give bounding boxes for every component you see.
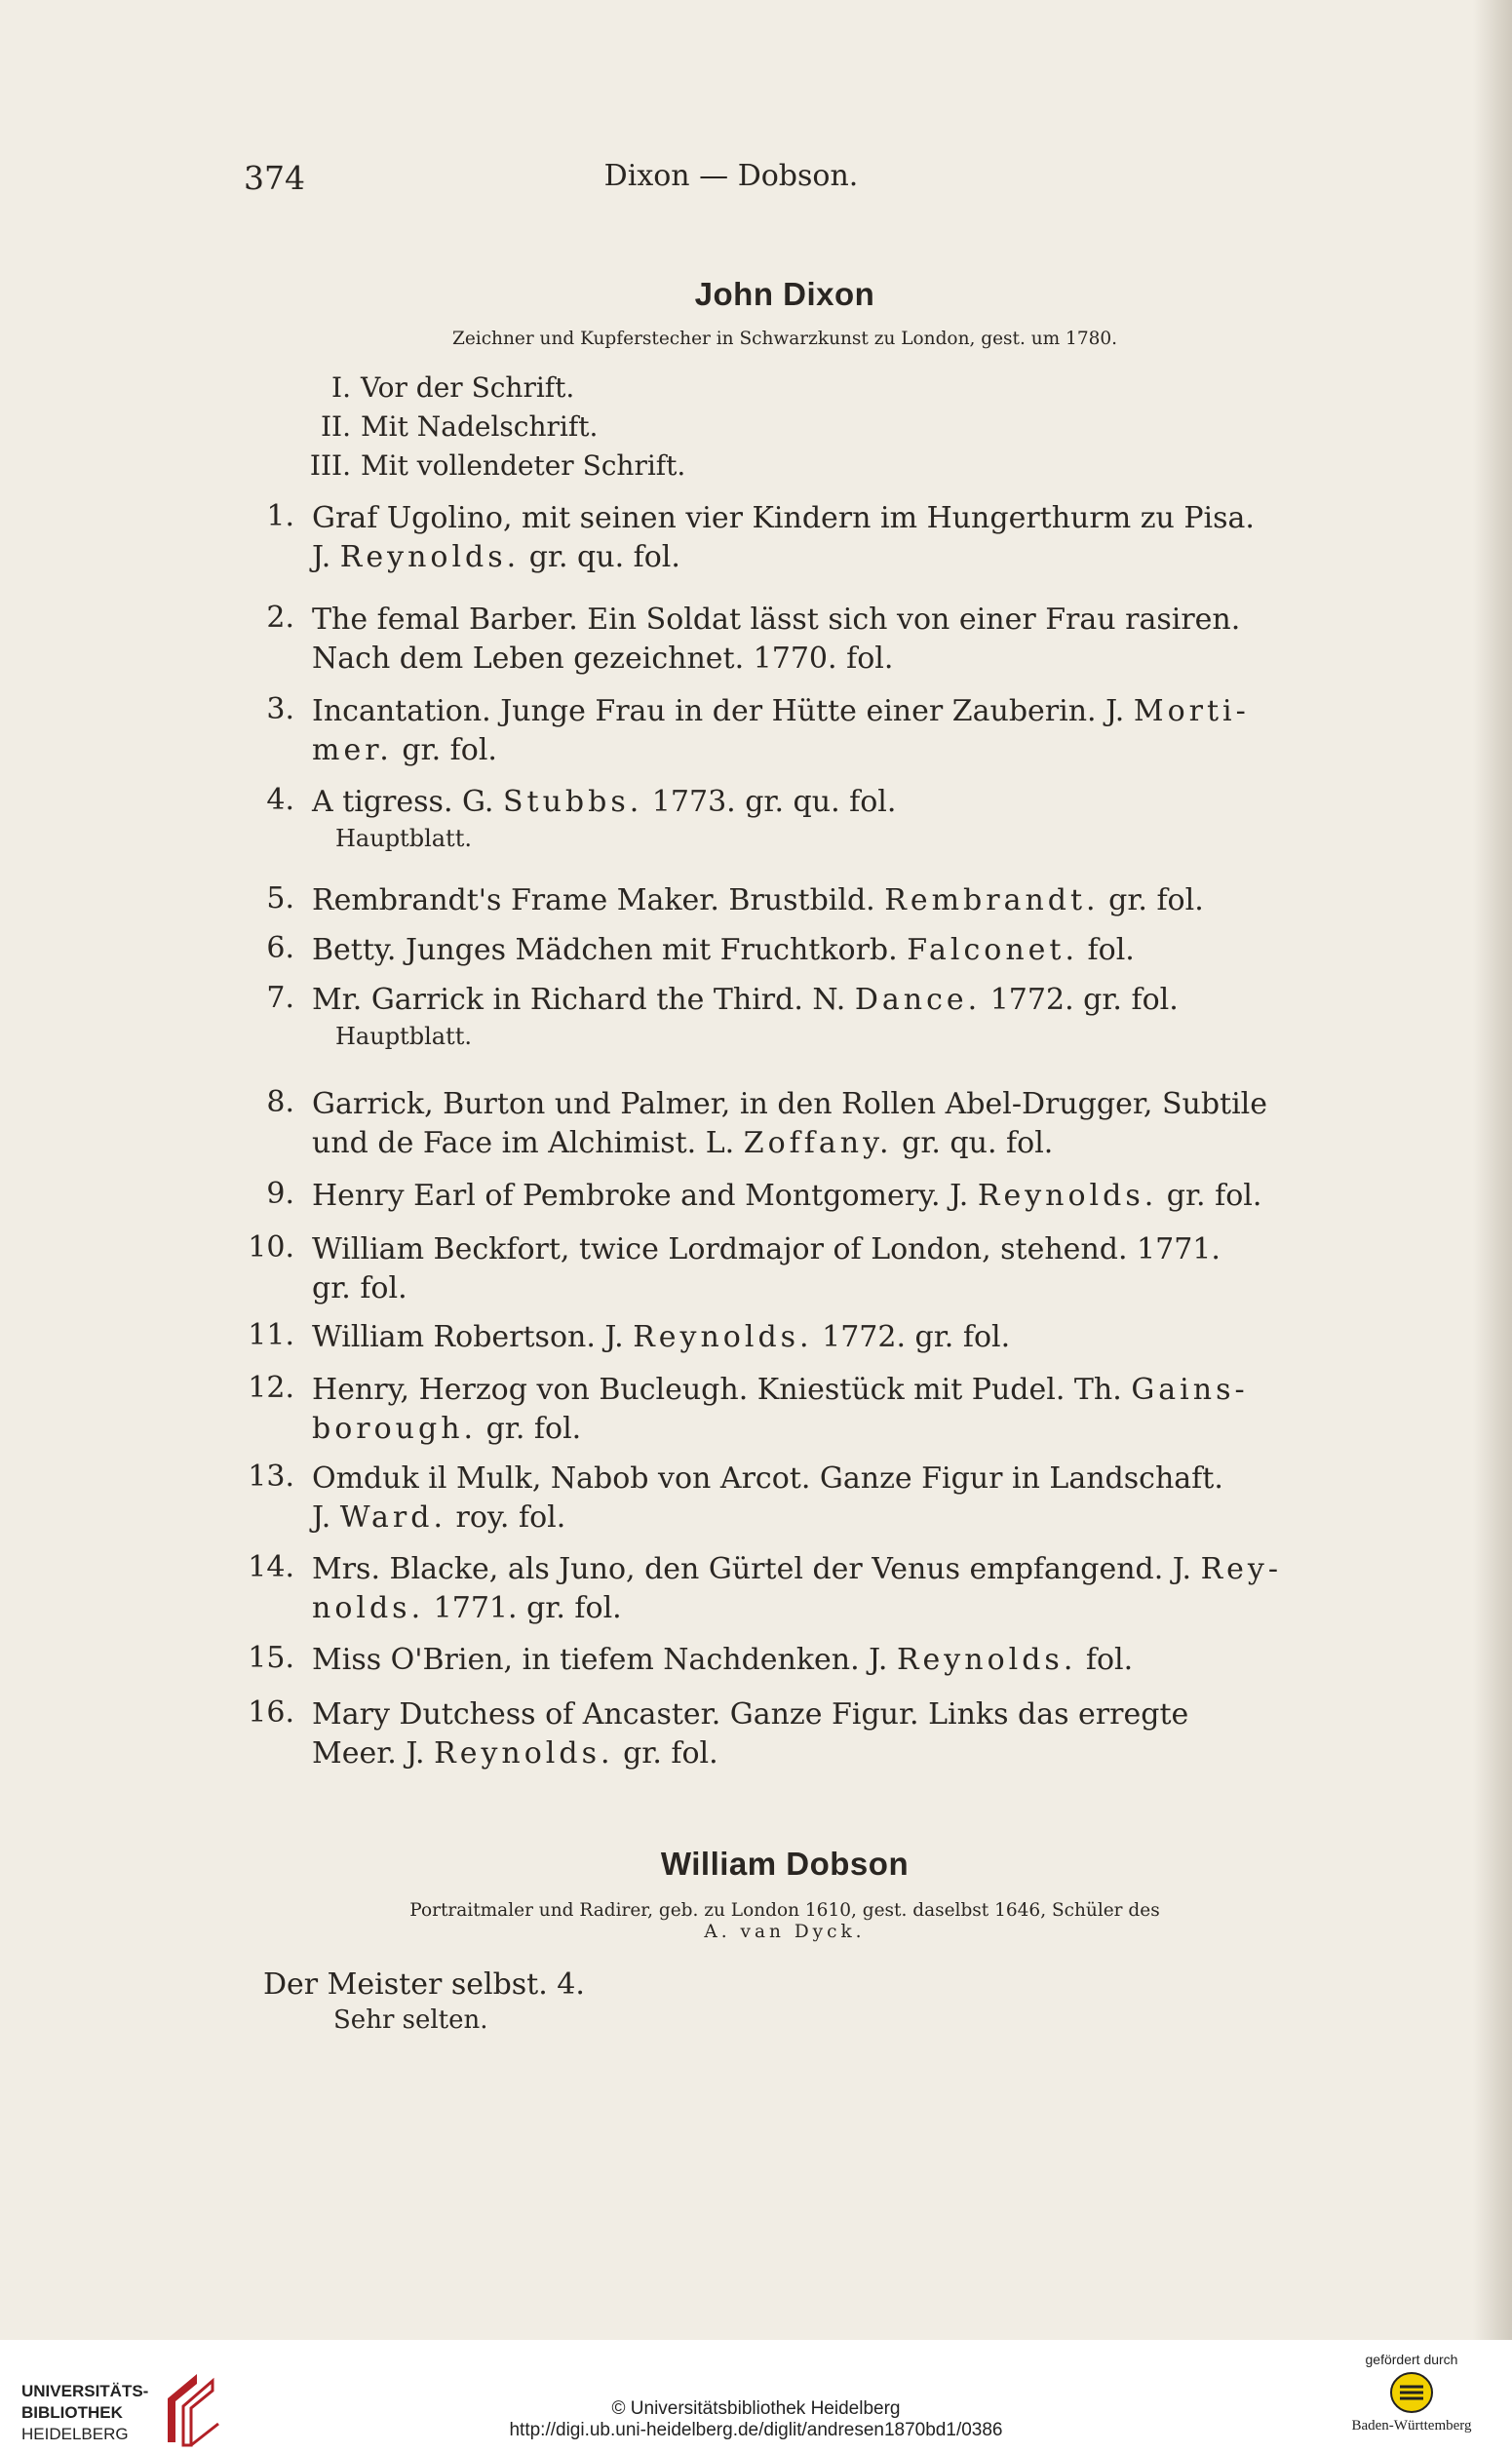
entry-note: Hauptblatt. (335, 825, 472, 852)
copyright-notice: © Universitätsbibliothek Heidelberg http://digi.ub.uni-heidelberg.de/diglit/andresen1870bd1/0386 (509, 2398, 1003, 2440)
entry-number: 13. (248, 1460, 294, 1494)
page-edge-shadow (1473, 0, 1512, 2340)
funder-logo[interactable]: gefördert durch Baden-Württemberg (1351, 2352, 1472, 2434)
state-item: II. Mit Nadelschrift. (320, 410, 599, 443)
library-logo[interactable]: UNIVERSITÄTS- BIBLIOTHEK HEIDELBERG (21, 2369, 236, 2447)
entry-number: 16. (248, 1695, 294, 1730)
entry-number: 9. (266, 1177, 294, 1211)
artist-description-dobson: Portraitmaler und Radirer, geb. zu London 1610, gest. daselbst 1646, Schüler des (409, 1900, 1160, 1921)
running-title: Dixon — Dobson. (603, 159, 859, 193)
artist-description-dixon: Zeichner und Kupferstecher in Schwarzkunst zu London, gest. um 1780. (451, 329, 1118, 349)
entry-number: 5. (266, 881, 294, 915)
entry-number: 1. (266, 499, 294, 533)
entry-number: 7. (266, 981, 294, 1015)
entry-number: 8. (266, 1085, 294, 1119)
state-item: I. Vor der Schrift. (331, 371, 575, 404)
artist-name-dobson: William Dobson (660, 1846, 910, 1882)
state-item: III. Mit vollendeter Schrift. (309, 449, 686, 482)
artist-description-dobson-teacher: A. van Dyck. (704, 1922, 866, 1942)
entry-number: 2. (266, 601, 294, 635)
entry-note: Hauptblatt. (335, 1023, 472, 1050)
entry-number: 3. (266, 692, 294, 726)
running-head (244, 159, 1297, 198)
coat-of-arms-icon (1390, 2371, 1433, 2414)
entry-number: 12. (248, 1371, 294, 1405)
entry-number: 15. (248, 1641, 294, 1675)
entry-number: 6. (266, 931, 294, 965)
footer-bar (0, 2340, 1512, 2453)
entry-number: 4. (266, 783, 294, 817)
permalink[interactable]: http://digi.ub.uni-heidelberg.de/diglit/andresen1870bd1/0386 (509, 2420, 1003, 2440)
artist-name-dixon: John Dixon (694, 276, 875, 312)
catalogue-entry-dobson: Der Meister selbst. 4. Sehr selten. (263, 1967, 585, 2035)
entry-number: 14. (248, 1550, 294, 1584)
page-number: 374 (244, 159, 305, 197)
entry-number: 10. (248, 1230, 294, 1265)
entry-note: Sehr selten. (333, 2005, 488, 2035)
entry-number: 11. (248, 1318, 294, 1352)
scanned-page: 374 Dixon — Dobson. John Dixon Zeichner und Kupferstecher in Schwarzkunst zu London, gest. um 1780. I. Vor der Schrift. II. Mit Nadelschrift. III. Mit vollendeter Schrift. 1. Graf Ugolino, mit seinen vier Kindern im Hungerthurm zu Pisa. J. Reynolds. gr. qu. fol. 2. The femal Barber. Ein Soldat lässt sich von einer Frau rasiren. Nach dem Leben gezeichnet. 1770. fol. 3. Incantation. Junge Frau in der Hütte einer Zauberin. J. Morti- mer. gr. fol. 4. A tigress. G. Stubbs. 1773. gr. qu. fol. Hauptblatt. 5. Rembrandt's Frame Maker. Brustbild. Rembrandt. gr. fol. 6. Betty. Junges Mädchen mit Fruchtkorb. Falconet. fol. 7. Mr. Garrick in Richard the Third. N. Dance. 1772. gr. fol. Hauptblatt. 8. Garrick, Burton und Palmer, in den Rollen Abel-Drugger, Subtile und de Face im Alchimist. L. Zoffany. gr. qu. fol. 9. Henry Earl of Pembroke and Montgomery. J. Reynolds. gr. fol. 10. William Beckfort, twice Lordmajor of London, stehend. 1771. gr. fol. 11. William Robertson. J. Reynolds. 1772. gr. fol. 12. Henry, Herzog von Bucleugh. Kniestück mit Pudel. Th. Gains- borough. gr. fol. 13. Omduk il Mulk, Nabob von Arcot. Ganze Figur in Landschaft. J. Ward. roy. fol. 14. Mrs. Blacke, als Juno, den Gürtel der Venus empfangend. J. Rey- nolds. 1771. gr. fol. 15. Miss O'Brien, in tiefem Nachdenken. J. Reynolds. fol. 16. Mary Dutchess of Ancaster. Ganze Figur. Links das erregte Meer. J. Reynolds. gr. fol. William Dobson Portraitmaler und Radirer, geb. zu London 1610, gest. daselbst 1646, Schüler des A. van Dyck. Der Meister selbst. 4. Sehr selten. (0, 0, 1512, 2340)
